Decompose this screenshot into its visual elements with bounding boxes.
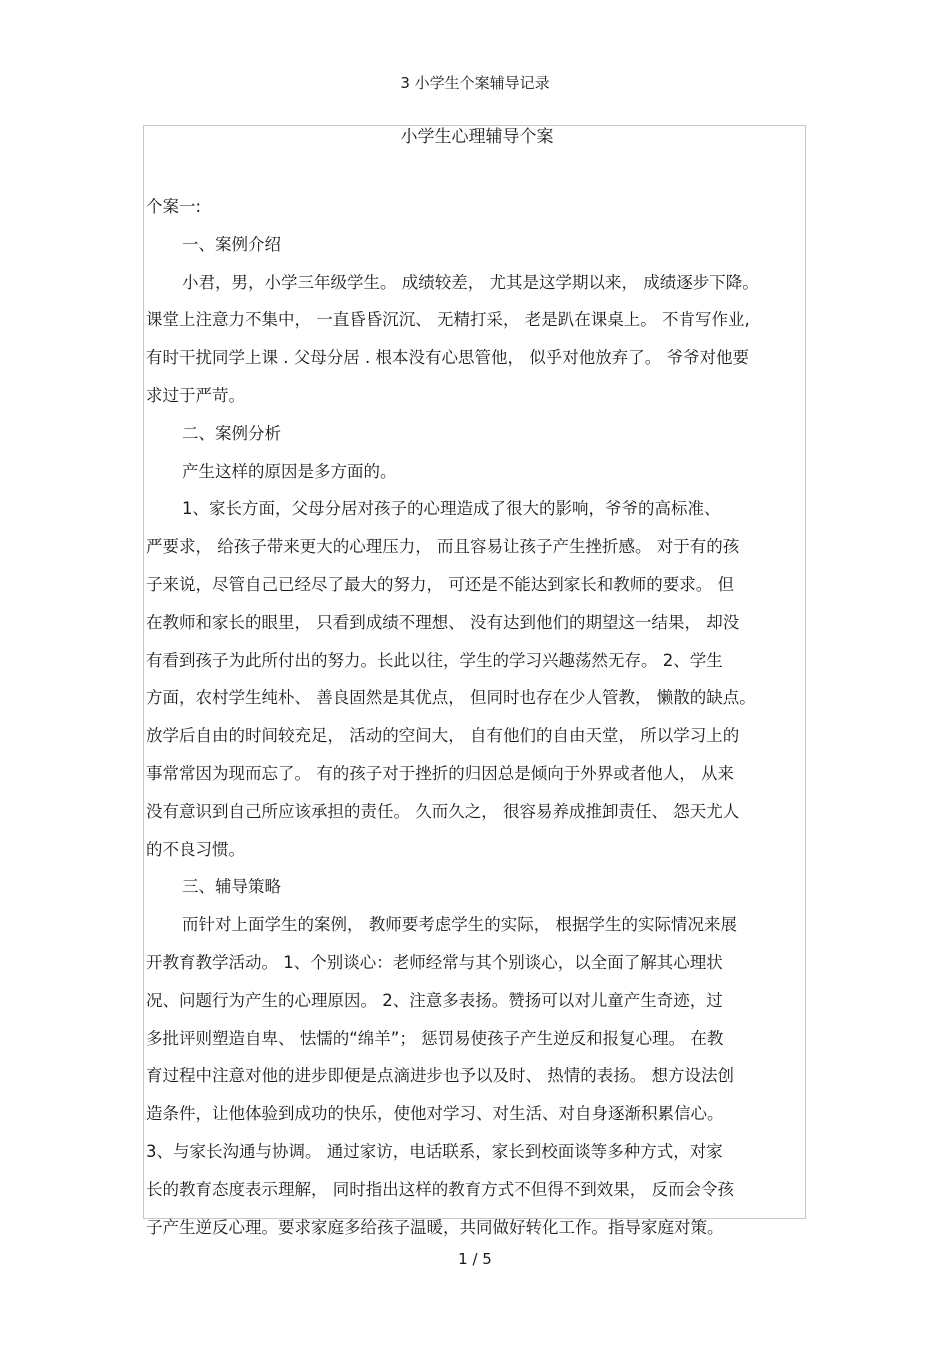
text-line: 在教师和家长的眼里， 只看到成绩不理想、 没有达到他们的期望这一结果， 却没 bbox=[146, 612, 740, 632]
text-line: 3、与家长沟通与协调。 通过家访，电话联系，家长到校面谈等多种方式，对家 bbox=[146, 1141, 723, 1161]
case-label: 个案一: bbox=[146, 197, 202, 216]
text-line: 造条件，让他体验到成功的快乐，使他对学习、对生活、对自身逐渐积累信心。 bbox=[146, 1104, 724, 1124]
text-line: 有看到孩子为此所付出的努力。长此以往，学生的学习兴趣荡然无存。 2、学生 bbox=[146, 650, 723, 670]
text-line: 而针对上面学生的案例， 教师要考虑学生的实际， 根据学生的实际情况来展 bbox=[182, 915, 737, 935]
text-line: 二、案例分析 bbox=[182, 423, 281, 443]
text-line: 况、问题行为产生的心理原因。 2、注意多表扬。赞扬可以对儿童产生奇迹，过 bbox=[146, 990, 723, 1010]
text-line: 1、家长方面，父母分居对孩子的心理造成了很大的影响，爷爷的高标准、 bbox=[182, 499, 721, 519]
text-line: 开教育教学活动。 1、个别谈心：老师经常与其个别谈心，以全面了解其心理状 bbox=[146, 952, 723, 972]
text-line: 育过程中注意对他的进步即便是点滴进步也予以及时、 热情的表扬。 想方设法创 bbox=[146, 1066, 734, 1086]
page-title: 小学生心理辅导个案 bbox=[400, 127, 554, 147]
text-line: 事常常因为现而忘了。 有的孩子对于挫折的归因总是倾向于外界或者他人， 从来 bbox=[146, 763, 734, 783]
text-line: 有时干扰同学上课 . 父母分居 . 根本没有心思管他， 似乎对他放弃了。 爷爷对他要 bbox=[146, 348, 749, 368]
text-line: 严要求， 给孩子带来更大的心理压力， 而且容易让孩子产生挫折感。 对于有的孩 bbox=[146, 537, 740, 557]
text-line: 长的教育态度表示理解， 同时指出这样的教育方式不但得不到效果， 反而会令孩 bbox=[146, 1179, 734, 1199]
page-number: 1 / 5 bbox=[458, 1250, 492, 1268]
paragraph-lines bbox=[146, 226, 808, 1247]
text-line: 多批评则塑造自卑、 怯懦的“绵羊”； 惩罚易使孩子产生逆反和报复心理。 在教 bbox=[146, 1028, 724, 1048]
text-line: 没有意识到自己所应该承担的责任。 久而久之， 很容易养成推卸责任、 怨天尤人 bbox=[146, 801, 740, 821]
text-line: 子来说，尽管自己已经尽了最大的努力， 可还是不能达到家长和教师的要求。 但 bbox=[146, 574, 734, 594]
text-line: 求过于严苛。 bbox=[146, 385, 245, 405]
text-line: 放学后自由的时间较充足， 活动的空间大， 自有他们的自由天堂， 所以学习上的 bbox=[146, 726, 740, 746]
text-line: 小君，男，小学三年级学生。 成绩较差， 尤其是这学期以来， 成绩逐步下降。 bbox=[182, 272, 759, 292]
text-line: 子产生逆反心理。要求家庭多给孩子温暖，共同做好转化工作。指导家庭对策。 bbox=[146, 1217, 724, 1237]
text-line: 的不良习惯。 bbox=[146, 839, 245, 859]
document-body bbox=[146, 127, 808, 1246]
text-line: 三、辅导策略 bbox=[182, 877, 281, 897]
text-line: 课堂上注意力不集中， 一直昏昏沉沉、 无精打采， 老是趴在课桌上。 不肯写作业, bbox=[146, 310, 750, 330]
text-line: 产生这样的原因是多方面的。 bbox=[182, 461, 397, 481]
text-line: 一、案例介绍 bbox=[182, 234, 281, 254]
text-line: 方面，农村学生纯朴、 善良固然是其优点， 但同时也存在少人管教， 懒散的缺点。 bbox=[146, 688, 756, 708]
document-header: 3 小学生个案辅导记录 bbox=[400, 74, 550, 92]
